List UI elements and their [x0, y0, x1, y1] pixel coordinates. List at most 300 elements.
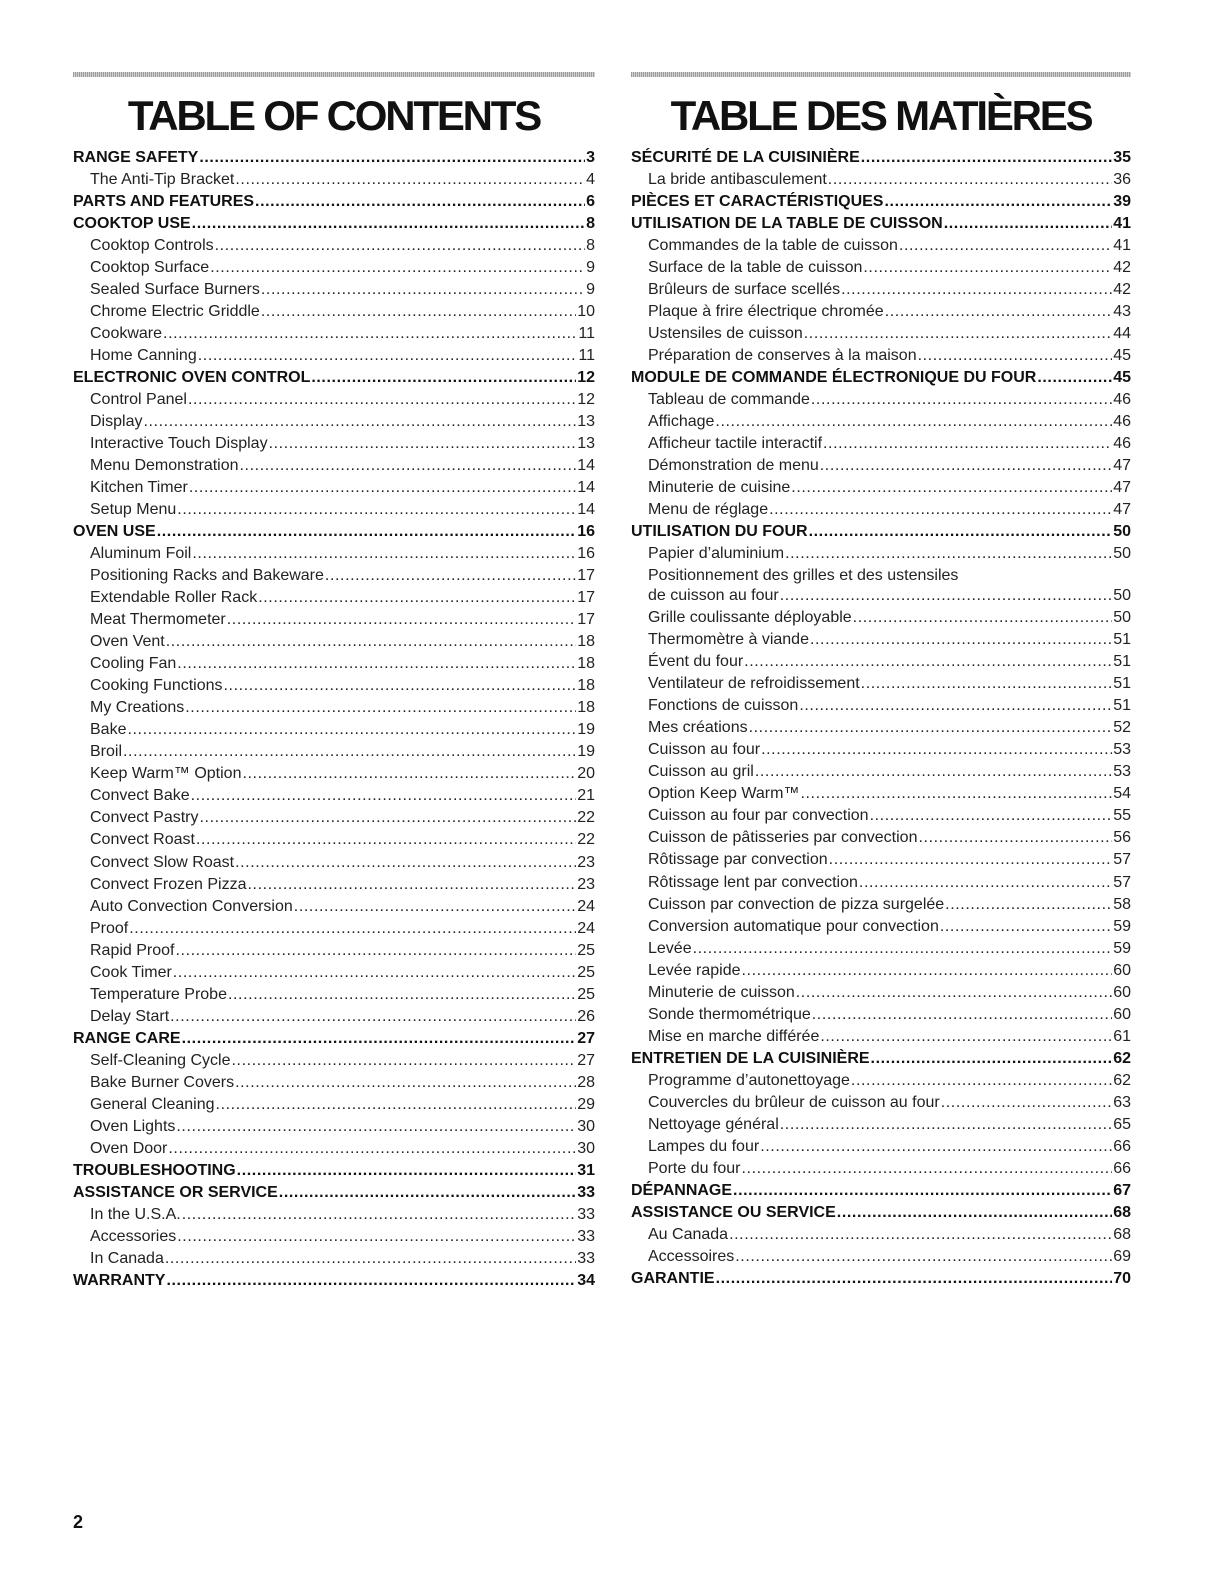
- toc-page-number: 62: [1113, 1071, 1131, 1089]
- toc-entry-label: Couvercles du brûleur de cuisson au four: [648, 1093, 940, 1111]
- dot-leader: [884, 193, 1112, 211]
- toc-entry-label: Mes créations: [648, 719, 748, 737]
- toc-page-number: 52: [1113, 719, 1131, 737]
- dot-leader: [941, 1094, 1112, 1112]
- toc-entry-label: My Creations: [90, 699, 185, 717]
- toc-subsection-entry: [73, 809, 595, 831]
- dot-leader: [311, 369, 576, 387]
- dot-leader: [242, 765, 576, 783]
- toc-subsection-entry: [631, 763, 1131, 785]
- toc-entry-label: Préparation de conserves à la maison: [648, 347, 917, 365]
- toc-entry-label: COOKTOP USE: [73, 215, 191, 233]
- toc-entry-label: Extendable Roller Rack: [90, 589, 258, 607]
- toc-entry-label: Cuisson au four: [648, 741, 761, 759]
- dot-leader: [166, 1272, 576, 1290]
- toc-page-number: 57: [1113, 851, 1131, 869]
- toc-entry-label: Cuisson de pâtisseries par convection: [648, 829, 918, 847]
- dot-leader: [199, 809, 576, 827]
- toc-entry-label: Display: [90, 413, 143, 431]
- toc-page-number: 9: [586, 259, 595, 277]
- toc-section-entry: [73, 215, 595, 237]
- toc-entry-label: Lampes du four: [648, 1137, 760, 1155]
- toc-subsection-entry: [631, 303, 1131, 325]
- toc-entry-label: ENTRETIEN DE LA CUISINIÈRE: [631, 1049, 870, 1067]
- toc-section-entry: [73, 149, 595, 171]
- dot-leader: [261, 303, 576, 321]
- toc-subsection-entry: [73, 743, 595, 765]
- dot-leader: [760, 1138, 1112, 1156]
- dot-leader: [744, 653, 1112, 671]
- toc-page-number: 68: [1113, 1203, 1131, 1221]
- dot-leader: [841, 281, 1112, 299]
- toc-subsection-entry: [631, 501, 1131, 523]
- toc-subsection-entry: [73, 479, 595, 501]
- page-title-fr: TABLE DES MATIÈRES: [670, 92, 1092, 139]
- toc-subsection-entry: [631, 697, 1131, 719]
- dot-leader: [157, 523, 577, 541]
- dot-leader: [210, 259, 585, 277]
- toc-subsection-entry: [73, 854, 595, 876]
- dot-leader: [192, 215, 585, 233]
- toc-subsection-entry: [631, 567, 1131, 587]
- toc-page-number: 3: [586, 149, 595, 166]
- toc-subsection-entry: [73, 611, 595, 633]
- toc-page-number: 24: [577, 897, 595, 915]
- toc-section-entry: [73, 1162, 595, 1184]
- toc-subsection-entry: [73, 633, 595, 655]
- dot-leader: [198, 347, 578, 365]
- toc-subsection-entry: [631, 435, 1131, 457]
- toc-subsection-entry: [73, 325, 595, 347]
- dot-leader: [861, 149, 1112, 167]
- toc-subsection-entry: [73, 765, 595, 787]
- toc-entry-label: Self-Cleaning Cycle: [90, 1051, 231, 1069]
- toc-entry-label: General Cleaning: [90, 1095, 215, 1113]
- toc-entry-label: Rôtissage lent par convection: [648, 873, 858, 891]
- dot-leader: [261, 281, 585, 299]
- toc-subsection-entry: [73, 589, 595, 611]
- toc-entry-label: Porte du four: [648, 1159, 741, 1177]
- toc-page-number: 11: [578, 347, 595, 365]
- toc-page-number: 60: [1113, 1005, 1131, 1023]
- toc-page-number: 22: [577, 831, 595, 849]
- toc-page-number: 53: [1113, 763, 1131, 781]
- toc-entry-label: GARANTIE: [631, 1269, 715, 1287]
- toc-entry-label: Nettoyage général: [648, 1115, 779, 1133]
- toc-page-number: 18: [577, 699, 595, 717]
- toc-page-number: 61: [1113, 1027, 1131, 1045]
- toc-page-number: 23: [577, 853, 595, 871]
- dot-leader: [235, 171, 585, 189]
- toc-subsection-entry: [631, 1248, 1131, 1270]
- dot-leader: [870, 807, 1113, 825]
- toc-section-entry: [631, 523, 1131, 545]
- dot-leader: [733, 1182, 1112, 1200]
- dot-leader: [780, 587, 1112, 605]
- toc-subsection-entry: [631, 259, 1131, 281]
- dot-leader: [820, 457, 1112, 475]
- toc-entry-label: Brûleurs de surface scellés: [648, 281, 841, 299]
- toc-entry-label: Tableau de commande: [648, 391, 810, 409]
- toc-subsection-entry: [73, 501, 595, 523]
- toc-entry-label: Cookware: [90, 325, 163, 343]
- toc-entry-label: PARTS AND FEATURES: [73, 193, 255, 211]
- toc-subsection-entry: [631, 413, 1131, 435]
- toc-subsection-entry: [73, 964, 595, 986]
- toc-subsection-entry: [631, 874, 1131, 896]
- toc-entry-label: SÉCURITÉ DE LA CUISINIÈRE: [631, 149, 860, 166]
- dot-leader: [837, 1204, 1112, 1222]
- toc-subsection-entry: [73, 787, 595, 809]
- toc-entry-label: Meat Thermometer: [90, 611, 226, 629]
- toc-page-number: 27: [577, 1029, 595, 1047]
- toc-page-number: 11: [578, 325, 595, 343]
- toc-page-number: 17: [577, 567, 595, 585]
- toc-section-entry: [73, 369, 595, 391]
- dot-leader: [228, 986, 576, 1004]
- toc-page-number: 31: [577, 1161, 595, 1179]
- toc-list-fr: [631, 149, 1131, 1292]
- toc-subsection-entry: [73, 171, 595, 193]
- page-title: TABLE OF CONTENTS: [127, 92, 541, 139]
- dot-leader: [823, 435, 1112, 453]
- dot-leader: [811, 391, 1112, 409]
- toc-page-number: 36: [1113, 171, 1131, 189]
- toc-subsection-entry: [73, 391, 595, 413]
- toc-page-number: 25: [577, 941, 595, 959]
- toc-subsection-entry: [631, 984, 1131, 1006]
- toc-entry-label: Positioning Racks and Bakeware: [90, 567, 324, 585]
- toc-entry-label: DÉPANNAGE: [631, 1181, 733, 1199]
- toc-subsection-entry: [631, 457, 1131, 479]
- toc-subsection-entry: [73, 986, 595, 1008]
- dot-leader: [163, 325, 577, 343]
- dot-leader: [176, 942, 577, 960]
- toc-subsection-entry: [631, 1226, 1131, 1248]
- dot-leader: [863, 259, 1112, 277]
- toc-page-number: 50: [1113, 609, 1131, 627]
- dot-leader: [182, 1030, 577, 1048]
- toc-entry-label: Menu de réglage: [648, 501, 769, 519]
- toc-page-number: 53: [1113, 741, 1131, 759]
- toc-entry-label: Plaque à frire électrique chromée: [648, 303, 884, 321]
- toc-section-entry: [631, 215, 1131, 237]
- toc-page-number: 22: [577, 809, 595, 827]
- toc-entry-label: Afficheur tactile interactif: [648, 435, 823, 453]
- toc-page-number: 42: [1113, 281, 1131, 299]
- dot-leader: [224, 677, 577, 695]
- dot-leader: [861, 675, 1113, 693]
- toc-page-number: 60: [1113, 961, 1131, 979]
- toc-section-entry: [631, 1182, 1131, 1204]
- toc-english: [73, 72, 595, 1294]
- toc-subsection-entry: [73, 898, 595, 920]
- dot-leader: [871, 1050, 1113, 1068]
- dot-leader: [853, 609, 1113, 627]
- toc-subsection-entry: [631, 785, 1131, 807]
- toc-subsection-entry: [631, 325, 1131, 347]
- toc-entry-label: Grille coulissante déployable: [648, 609, 852, 627]
- toc-page-number: 9: [586, 281, 595, 299]
- toc-page-number: 23: [577, 875, 595, 893]
- dot-leader: [742, 1160, 1113, 1178]
- toc-page-number: 60: [1113, 983, 1131, 1001]
- toc-page-number: 25: [577, 963, 595, 981]
- toc-entry-label: Cook Timer: [90, 963, 172, 981]
- dot-leader: [325, 567, 576, 585]
- toc-section-entry: [73, 1030, 595, 1052]
- dot-leader: [279, 1184, 576, 1202]
- toc-page-number: 43: [1113, 303, 1131, 321]
- toc-entry-label: Cuisson au four par convection: [648, 807, 869, 825]
- toc-page-number: 33: [577, 1249, 595, 1267]
- dot-leader: [143, 413, 576, 431]
- toc-subsection-entry: [631, 807, 1131, 829]
- toc-subsection-entry: [631, 962, 1131, 984]
- dot-leader: [176, 1118, 576, 1136]
- toc-entry-label: Proof: [90, 919, 129, 937]
- dot-leader: [742, 962, 1113, 980]
- toc-entry-label: UTILISATION DE LA TABLE DE CUISSON: [631, 215, 943, 233]
- toc-subsection-entry: [73, 677, 595, 699]
- dot-leader: [173, 964, 576, 982]
- dot-leader: [182, 1206, 576, 1224]
- toc-page-number: 6: [586, 193, 595, 211]
- toc-subsection-entry: [631, 1028, 1131, 1050]
- toc-entry-label: Cuisson par convection de pizza surgelée: [648, 895, 945, 913]
- toc-page-number: 57: [1113, 873, 1131, 891]
- toc-page-number: 59: [1113, 939, 1131, 957]
- toc-page-number: 67: [1113, 1181, 1131, 1199]
- toc-entry-label: Delay Start: [90, 1007, 170, 1025]
- dot-leader: [269, 435, 577, 453]
- dot-leader: [761, 741, 1112, 759]
- toc-page-number: 19: [577, 743, 595, 761]
- dot-leader: [735, 1248, 1112, 1266]
- toc-subsection-entry: [73, 655, 595, 677]
- dot-leader: [944, 215, 1113, 233]
- toc-page-number: 26: [577, 1007, 595, 1025]
- toc-page-number: 33: [577, 1205, 595, 1223]
- toc-entry-label: Convect Slow Roast: [90, 853, 235, 871]
- toc-subsection-entry: [73, 1250, 595, 1272]
- dot-leader: [235, 854, 576, 872]
- toc-page-number: 18: [577, 655, 595, 673]
- toc-page-number: 46: [1113, 413, 1131, 431]
- toc-entry-label: Bake Burner Covers: [90, 1073, 235, 1091]
- toc-entry-label: Temperature Probe: [90, 985, 227, 1003]
- dot-leader: [716, 1270, 1113, 1288]
- toc-section-entry: [631, 1050, 1131, 1072]
- dot-leader: [810, 631, 1112, 649]
- toc-subsection-entry: [631, 281, 1131, 303]
- toc-page-number: 21: [577, 787, 595, 805]
- toc-entry-label: Mise en marche différée: [648, 1027, 820, 1045]
- toc-subsection-entry: [631, 653, 1131, 675]
- toc-page-number: 47: [1113, 457, 1131, 475]
- dot-leader: [749, 719, 1113, 737]
- toc-subsection-entry: [631, 609, 1131, 631]
- toc-entry-label: Commandes de la table de cuisson: [648, 237, 898, 255]
- toc-subsection-entry: [73, 237, 595, 259]
- toc-page-number: 13: [577, 435, 595, 453]
- toc-entry-label: Surface de la table de cuisson: [648, 259, 863, 277]
- toc-subsection-entry: [73, 942, 595, 964]
- toc-entry-label: MODULE DE COMMANDE ÉLECTRONIQUE DU FOUR: [631, 369, 1037, 387]
- toc-entry-label: UTILISATION DU FOUR: [631, 523, 808, 541]
- toc-entry-label: Sealed Surface Burners: [90, 281, 260, 299]
- toc-subsection-entry: [631, 1160, 1131, 1182]
- toc-subsection-entry: [73, 303, 595, 325]
- toc-entry-label: Minuterie de cuisine: [648, 479, 791, 497]
- toc-entry-label: Démonstration de menu: [648, 457, 819, 475]
- toc-page-number: 8: [586, 237, 595, 255]
- toc-subsection-entry: [631, 479, 1131, 501]
- dot-leader: [216, 1096, 577, 1114]
- toc-entry-label: Positionnement des grilles et des ustensiles: [648, 567, 959, 585]
- toc-page-number: 24: [577, 919, 595, 937]
- toc-entry-label: Évent du four: [648, 653, 744, 671]
- toc-page-number: 17: [577, 611, 595, 629]
- dot-leader: [769, 501, 1112, 519]
- toc-subsection-entry: [73, 1074, 595, 1096]
- toc-page-number: 66: [1113, 1159, 1131, 1177]
- toc-subsection-entry: [73, 721, 595, 743]
- toc-subsection-entry: [73, 920, 595, 942]
- dot-leader: [177, 655, 576, 673]
- toc-page-number: 44: [1113, 325, 1131, 343]
- dot-leader: [828, 171, 1112, 189]
- dot-leader: [196, 831, 576, 849]
- toc-entry-label: Au Canada: [648, 1225, 729, 1243]
- dot-leader: [127, 721, 576, 739]
- toc-page-number: 16: [577, 523, 595, 541]
- toc-subsection-entry: [631, 719, 1131, 741]
- toc-section-entry: [631, 1204, 1131, 1226]
- toc-page-number: 46: [1113, 435, 1131, 453]
- dot-leader: [232, 1052, 577, 1070]
- toc-section-entry: [73, 1184, 595, 1206]
- toc-page-number: 58: [1113, 895, 1131, 913]
- toc-subsection-entry: [631, 1116, 1131, 1138]
- dot-leader: [237, 1162, 577, 1180]
- toc-subsection-entry: [631, 1072, 1131, 1094]
- dot-leader: [945, 896, 1112, 914]
- toc-entry-label: Auto Convection Conversion: [90, 897, 293, 915]
- toc-entry-label: PIÈCES ET CARACTÉRISTIQUES: [631, 193, 884, 211]
- dot-leader: [129, 920, 576, 938]
- toc-page-number: 33: [577, 1227, 595, 1245]
- dot-leader: [785, 545, 1112, 563]
- dot-leader: [729, 1226, 1112, 1244]
- toc-page-number: 4: [586, 171, 595, 189]
- toc-section-entry: [631, 1270, 1131, 1292]
- toc-page-number: 27: [577, 1051, 595, 1069]
- toc-page-number: 55: [1113, 807, 1131, 825]
- toc-page-number: 17: [577, 589, 595, 607]
- toc-entry-label: Levée: [648, 939, 692, 957]
- toc-entry-label: Cuisson au gril: [648, 763, 754, 781]
- dot-leader: [796, 984, 1112, 1002]
- dot-leader: [885, 303, 1113, 321]
- toc-page-number: 14: [577, 479, 595, 497]
- toc-subsection-entry: [631, 545, 1131, 567]
- toc-subsection-entry: [631, 1138, 1131, 1160]
- dot-leader: [255, 193, 585, 211]
- toc-entry-label: In Canada: [90, 1249, 164, 1267]
- toc-entry-label: ELECTRONIC OVEN CONTROL: [73, 369, 311, 387]
- toc-entry-label: Sonde thermométrique: [648, 1005, 811, 1023]
- toc-entry-label: Cooling Fan: [90, 655, 177, 673]
- dot-leader: [248, 876, 577, 894]
- toc-entry-label: Levée rapide: [648, 961, 741, 979]
- toc-subsection-entry: [73, 413, 595, 435]
- toc-page-number: 45: [1113, 369, 1131, 387]
- toc-page-number: 50: [1113, 545, 1131, 563]
- toc-page-number: 16: [577, 545, 595, 563]
- toc-page-number: 20: [577, 765, 595, 783]
- toc-page-number: 50: [1113, 587, 1131, 605]
- toc-entry-label: de cuisson au four: [648, 587, 779, 605]
- dot-leader: [188, 391, 576, 409]
- toc-subsection-entry: [631, 391, 1131, 413]
- toc-page-number: 45: [1113, 347, 1131, 365]
- toc-entry-label: Keep Warm™ Option: [90, 765, 242, 783]
- toc-subsection-entry: [73, 831, 595, 853]
- dot-leader: [820, 1028, 1112, 1046]
- toc-entry-label: Home Canning: [90, 347, 197, 365]
- toc-subsection-entry: [631, 675, 1131, 697]
- toc-page-number: 70: [1113, 1269, 1131, 1287]
- toc-entry-label: Ventilateur de refroidissement: [648, 675, 860, 693]
- toc-subsection-entry: [631, 829, 1131, 851]
- toc-subsection-entry: [73, 1096, 595, 1118]
- dot-leader: [780, 1116, 1112, 1134]
- dot-leader: [755, 763, 1112, 781]
- dot-leader: [851, 1072, 1112, 1090]
- toc-subsection-entry: [73, 1140, 595, 1162]
- toc-subsection-entry: [631, 741, 1131, 763]
- toc-entry-label: Convect Bake: [90, 787, 190, 805]
- toc-entry-label: RANGE SAFETY: [73, 149, 199, 166]
- toc-entry-label: Kitchen Timer: [90, 479, 188, 497]
- toc-page-number: 14: [577, 457, 595, 475]
- toc-entry-label: RANGE CARE: [73, 1029, 181, 1047]
- toc-list: [73, 149, 595, 1294]
- toc-page-number: 41: [1113, 215, 1131, 233]
- dot-leader: [791, 479, 1112, 497]
- dot-leader: [170, 1008, 576, 1026]
- toc-page-number: 66: [1113, 1137, 1131, 1155]
- dot-leader: [165, 1250, 576, 1268]
- toc-subsection-entry: [631, 851, 1131, 873]
- toc-section-entry: [73, 1272, 595, 1294]
- dot-leader: [940, 918, 1112, 936]
- toc-subsection-entry: [631, 171, 1131, 193]
- toc-entry-label: Convect Pastry: [90, 809, 199, 827]
- toc-subsection-entry: [73, 1228, 595, 1250]
- dot-leader: [189, 479, 576, 497]
- dot-leader: [812, 1006, 1112, 1024]
- toc-subsection-entry: [73, 545, 595, 567]
- page-number: 2: [73, 1512, 84, 1532]
- dot-leader: [199, 149, 585, 167]
- toc-page-number: 30: [577, 1117, 595, 1135]
- toc-subsection-entry: [73, 567, 595, 589]
- toc-subsection-entry: [631, 631, 1131, 653]
- dot-leader: [918, 347, 1113, 365]
- toc-page-number: 51: [1113, 631, 1131, 649]
